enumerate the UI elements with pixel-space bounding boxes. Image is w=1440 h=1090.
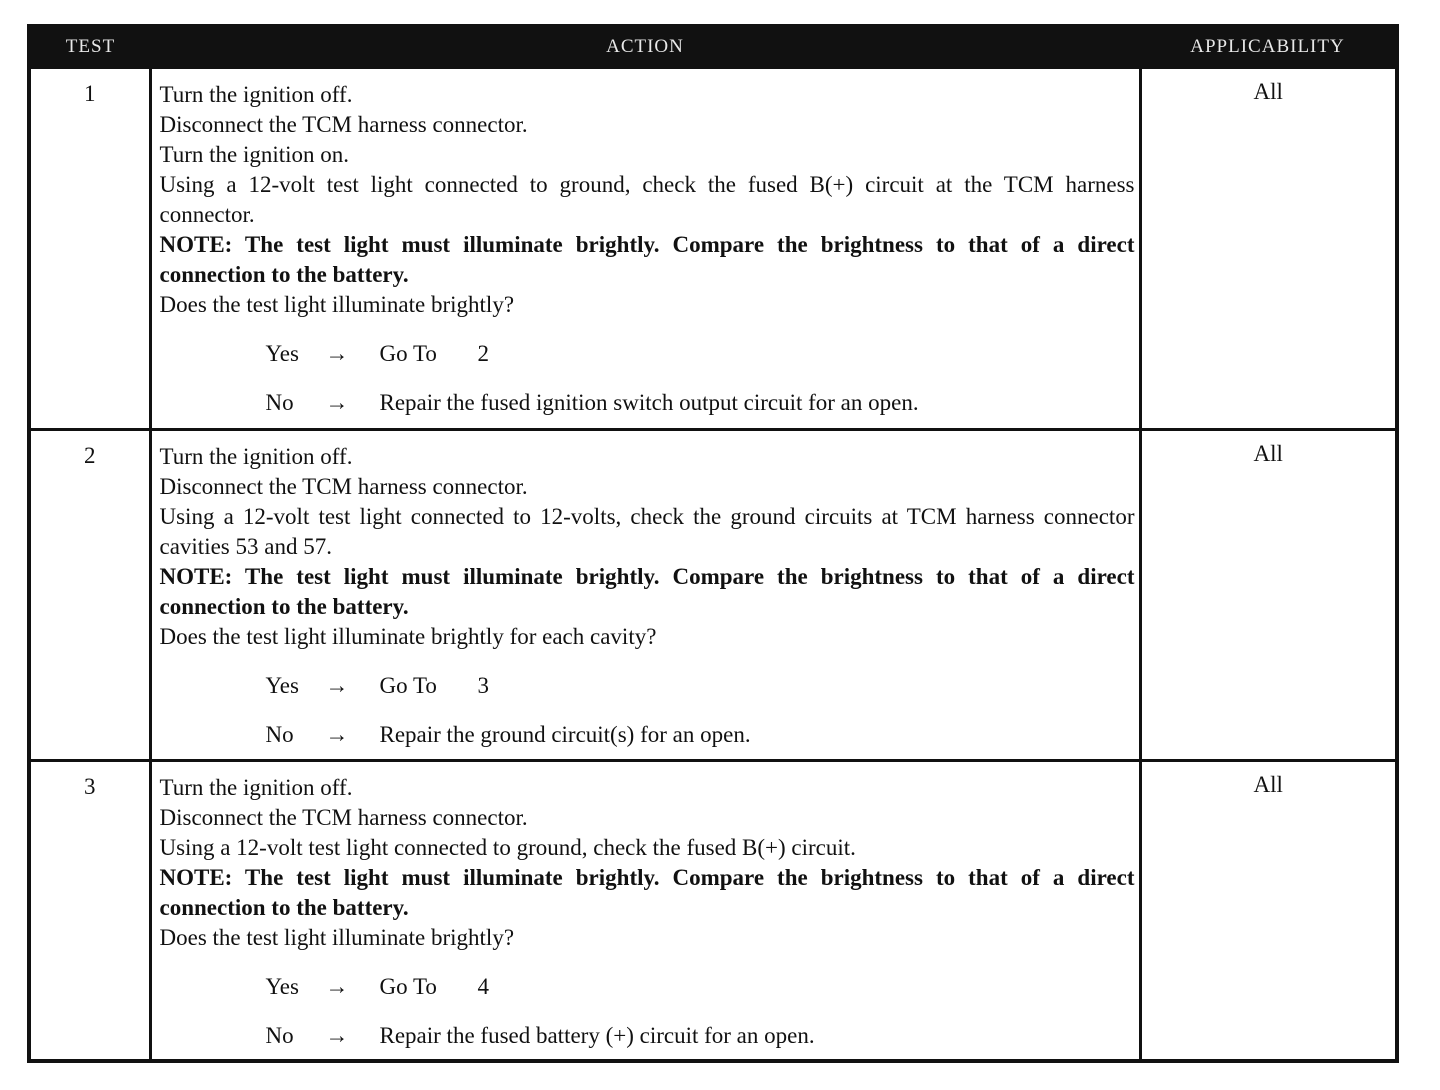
arrow-icon: → <box>325 390 349 415</box>
action-step: Turn the ignition off. <box>159 82 353 107</box>
action-question: Does the test light illuminate brightly? <box>159 925 515 950</box>
test-number: 1 <box>29 68 150 430</box>
applicability-value: All <box>1140 761 1397 1062</box>
no-label: No <box>265 1023 294 1048</box>
action-question: Does the test light illuminate brightly for each cavity? <box>159 624 657 649</box>
no-result <box>266 388 1135 418</box>
repair-instruction: Repair the ground circuit(s) for an open. <box>379 722 751 747</box>
applicability-value: All <box>1140 430 1397 761</box>
arrow-icon: → <box>325 341 349 366</box>
table-header <box>29 26 1397 68</box>
action-question: Does the test light illuminate brightly? <box>159 292 515 317</box>
action-step: Turn the ignition on. <box>159 142 350 167</box>
yes-label: Yes <box>265 673 299 698</box>
header-applicability: APPLICABILITY <box>1140 26 1397 68</box>
yes-label: Yes <box>265 974 299 999</box>
diagnostic-test-table <box>27 24 1399 1063</box>
goto-label: Go To <box>379 341 437 366</box>
arrow-icon: → <box>325 974 349 999</box>
repair-instruction: Repair the fused battery (+) circuit for an open. <box>379 1023 815 1048</box>
action-cell <box>150 68 1140 430</box>
yes-result <box>266 339 1135 369</box>
action-note: NOTE: The test light must illuminate brightly. Compare the brightness to that of a direct connection to the battery. <box>159 232 1135 287</box>
action-step: Disconnect the TCM harness connector. <box>159 805 528 830</box>
action-step: Using a 12-volt test light connected to ground, check the fused B(+) circuit. <box>159 835 856 860</box>
goto-test-number: 2 <box>477 341 489 366</box>
goto-test-number: 3 <box>477 673 489 698</box>
test-number: 2 <box>29 430 150 761</box>
no-result <box>266 1021 1135 1051</box>
action-cell <box>150 761 1140 1062</box>
table-row <box>29 430 1397 761</box>
no-label: No <box>265 390 294 415</box>
action-step: Disconnect the TCM harness connector. <box>159 474 528 499</box>
goto-label: Go To <box>379 974 437 999</box>
action-note: NOTE: The test light must illuminate brightly. Compare the brightness to that of a direct connection to the battery. <box>159 564 1135 619</box>
header-action: ACTION <box>150 26 1140 68</box>
yes-result <box>266 671 1135 701</box>
no-label: No <box>265 722 294 747</box>
action-cell <box>150 430 1140 761</box>
goto-test-number: 4 <box>477 974 489 999</box>
table-row <box>29 68 1397 430</box>
action-note: NOTE: The test light must illuminate brightly. Compare the brightness to that of a direct connection to the battery. <box>159 865 1135 920</box>
action-step: Using a 12-volt test light connected to 12-volts, check the ground circuits at TCM harness connector cavities 53 and 57. <box>159 504 1135 559</box>
arrow-icon: → <box>325 722 349 747</box>
header-test: TEST <box>29 26 150 68</box>
yes-result <box>266 972 1135 1002</box>
table-row <box>29 761 1397 1062</box>
no-result <box>266 720 1135 750</box>
goto-label: Go To <box>379 673 437 698</box>
repair-instruction: Repair the fused ignition switch output circuit for an open. <box>379 390 919 415</box>
test-number: 3 <box>29 761 150 1062</box>
arrow-icon: → <box>325 1023 349 1048</box>
action-step: Disconnect the TCM harness connector. <box>159 112 528 137</box>
applicability-value: All <box>1140 68 1397 430</box>
action-step: Turn the ignition off. <box>159 444 353 469</box>
action-step: Using a 12-volt test light connected to ground, check the fused B(+) circuit at the TCM harness connector. <box>159 172 1135 227</box>
action-step: Turn the ignition off. <box>159 775 353 800</box>
yes-label: Yes <box>265 341 299 366</box>
arrow-icon: → <box>325 673 349 698</box>
